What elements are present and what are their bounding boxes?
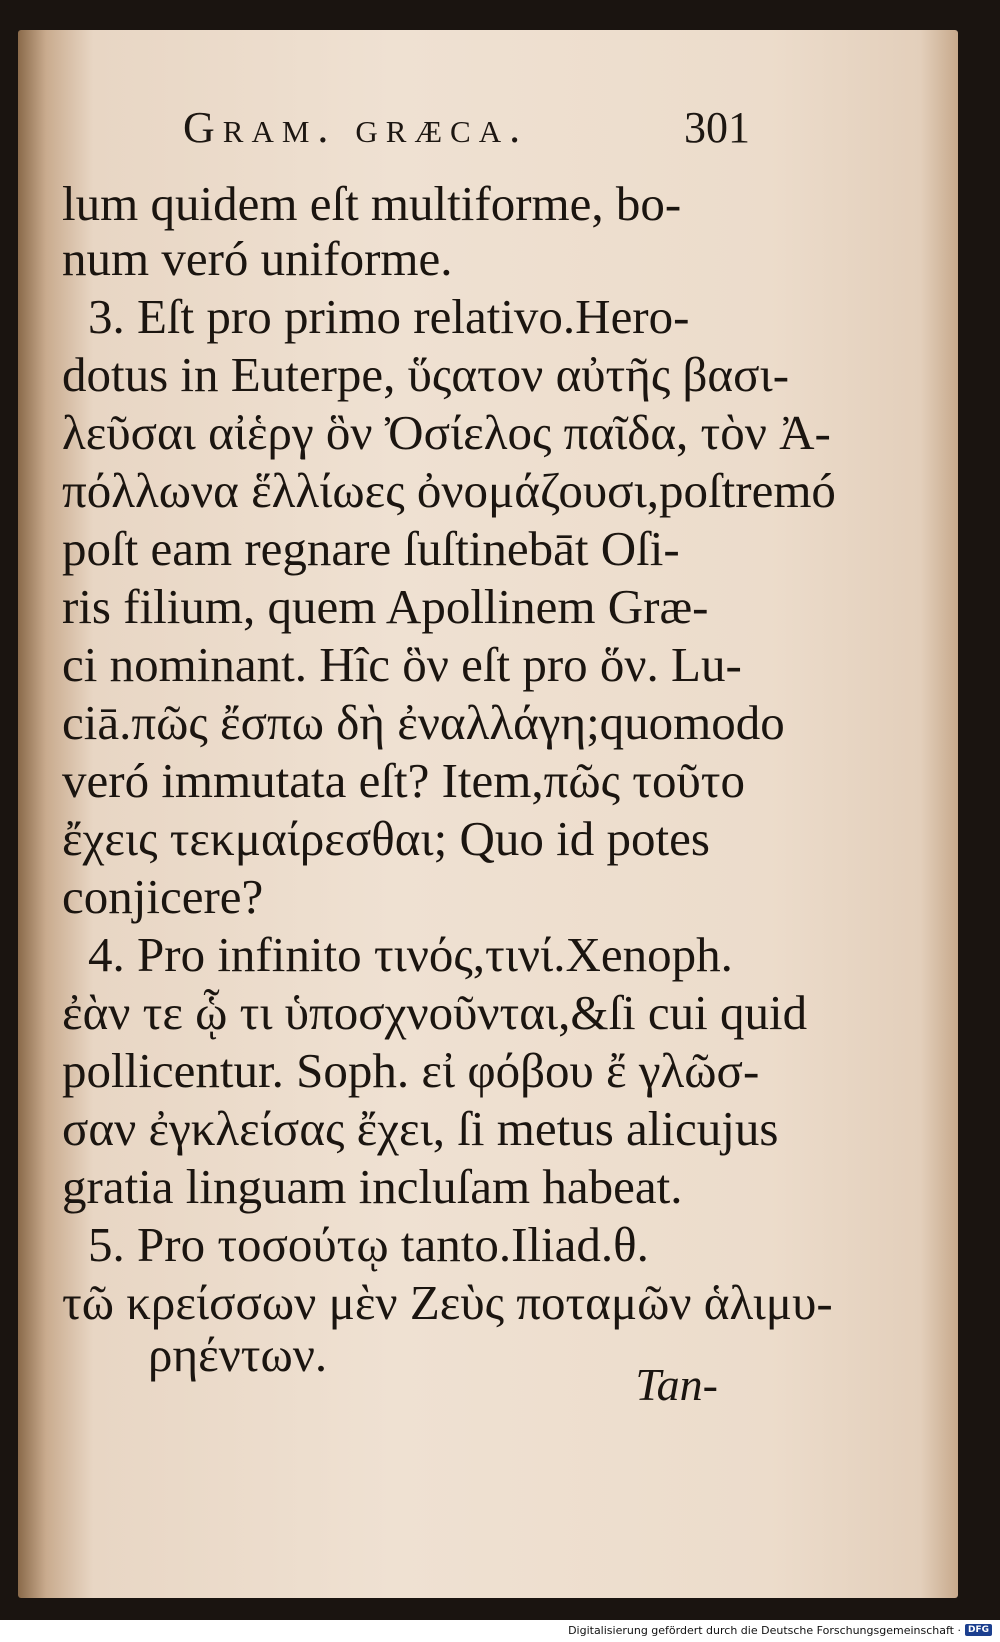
text-line: τῶ κρείσσων μὲν Ζεὺς ποταμῶν ἁλιμυ- bbox=[62, 1275, 833, 1330]
text-line: 5. Pro τοσούτῳ tanto.Iliad.θ. bbox=[88, 1217, 649, 1272]
catchword: Tan- bbox=[635, 1359, 718, 1410]
digitization-footer bbox=[568, 1622, 992, 1638]
text-line: ris filium, quem Apollinem Græ- bbox=[62, 579, 709, 634]
text-line: ἐὰν τε ᾧ τι ὑποσχνοῦνται,&ſi cui quid bbox=[62, 985, 808, 1040]
text-line: poſt eam regnare ſuſtinebāt Oſi- bbox=[62, 521, 680, 576]
text-line: ρηέντων. bbox=[148, 1327, 328, 1382]
text-line: ἔχεις τεκμαίρεσθαι; Quo id potes bbox=[62, 811, 710, 866]
text-line: λεῦσαι αἰἑργ ὃν Ὀσίελος παῖδα, τὸν Ἀ- bbox=[62, 405, 831, 460]
text-line: dotus in Euterpe, ὕςατον αὐτῆς βασι- bbox=[62, 347, 790, 402]
page-number: 301 bbox=[684, 103, 750, 152]
dfg-logo-icon: DFG bbox=[965, 1624, 992, 1636]
text-line: gratia linguam incluſam habeat. bbox=[62, 1159, 683, 1214]
text-line: 4. Pro infinito τινός,τινί.Xenoph. bbox=[88, 927, 733, 982]
text-line: num veró uniforme. bbox=[62, 231, 453, 286]
footer-text: Digitalisierung gefördert durch die Deutsche Forschungsgemeinschaft · bbox=[568, 1623, 961, 1637]
text-line: 3. Eſt pro primo relativo.Hero- bbox=[88, 289, 690, 344]
text-line: πόλλωνα ἕλλίωες ὀνομάζουσι,poſtremó bbox=[62, 463, 836, 518]
running-header bbox=[18, 102, 958, 162]
text-line: conjicere? bbox=[62, 869, 264, 924]
text-line: ciā.πῶς ἔσπω δὴ ἐναλλάγη;quomodo bbox=[62, 695, 785, 750]
book-page bbox=[18, 30, 958, 1598]
text-line: ci nominant. Hîc ὃν eſt pro ὅν. Lu- bbox=[62, 637, 742, 692]
text-line: σαν ἐγκλείσας ἔχει, ſi metus alicujus bbox=[62, 1101, 779, 1156]
text-line: veró immutata eſt? Item,πῶς τοῦτο bbox=[62, 753, 745, 808]
text-line: lum quidem eſt multiforme, bo- bbox=[62, 176, 682, 231]
page-content bbox=[18, 30, 958, 1598]
text-line: pollicentur. Soph. εἰ φόβου ἔ γλῶσ- bbox=[62, 1043, 760, 1098]
running-title: Gram. græca. bbox=[183, 103, 529, 152]
